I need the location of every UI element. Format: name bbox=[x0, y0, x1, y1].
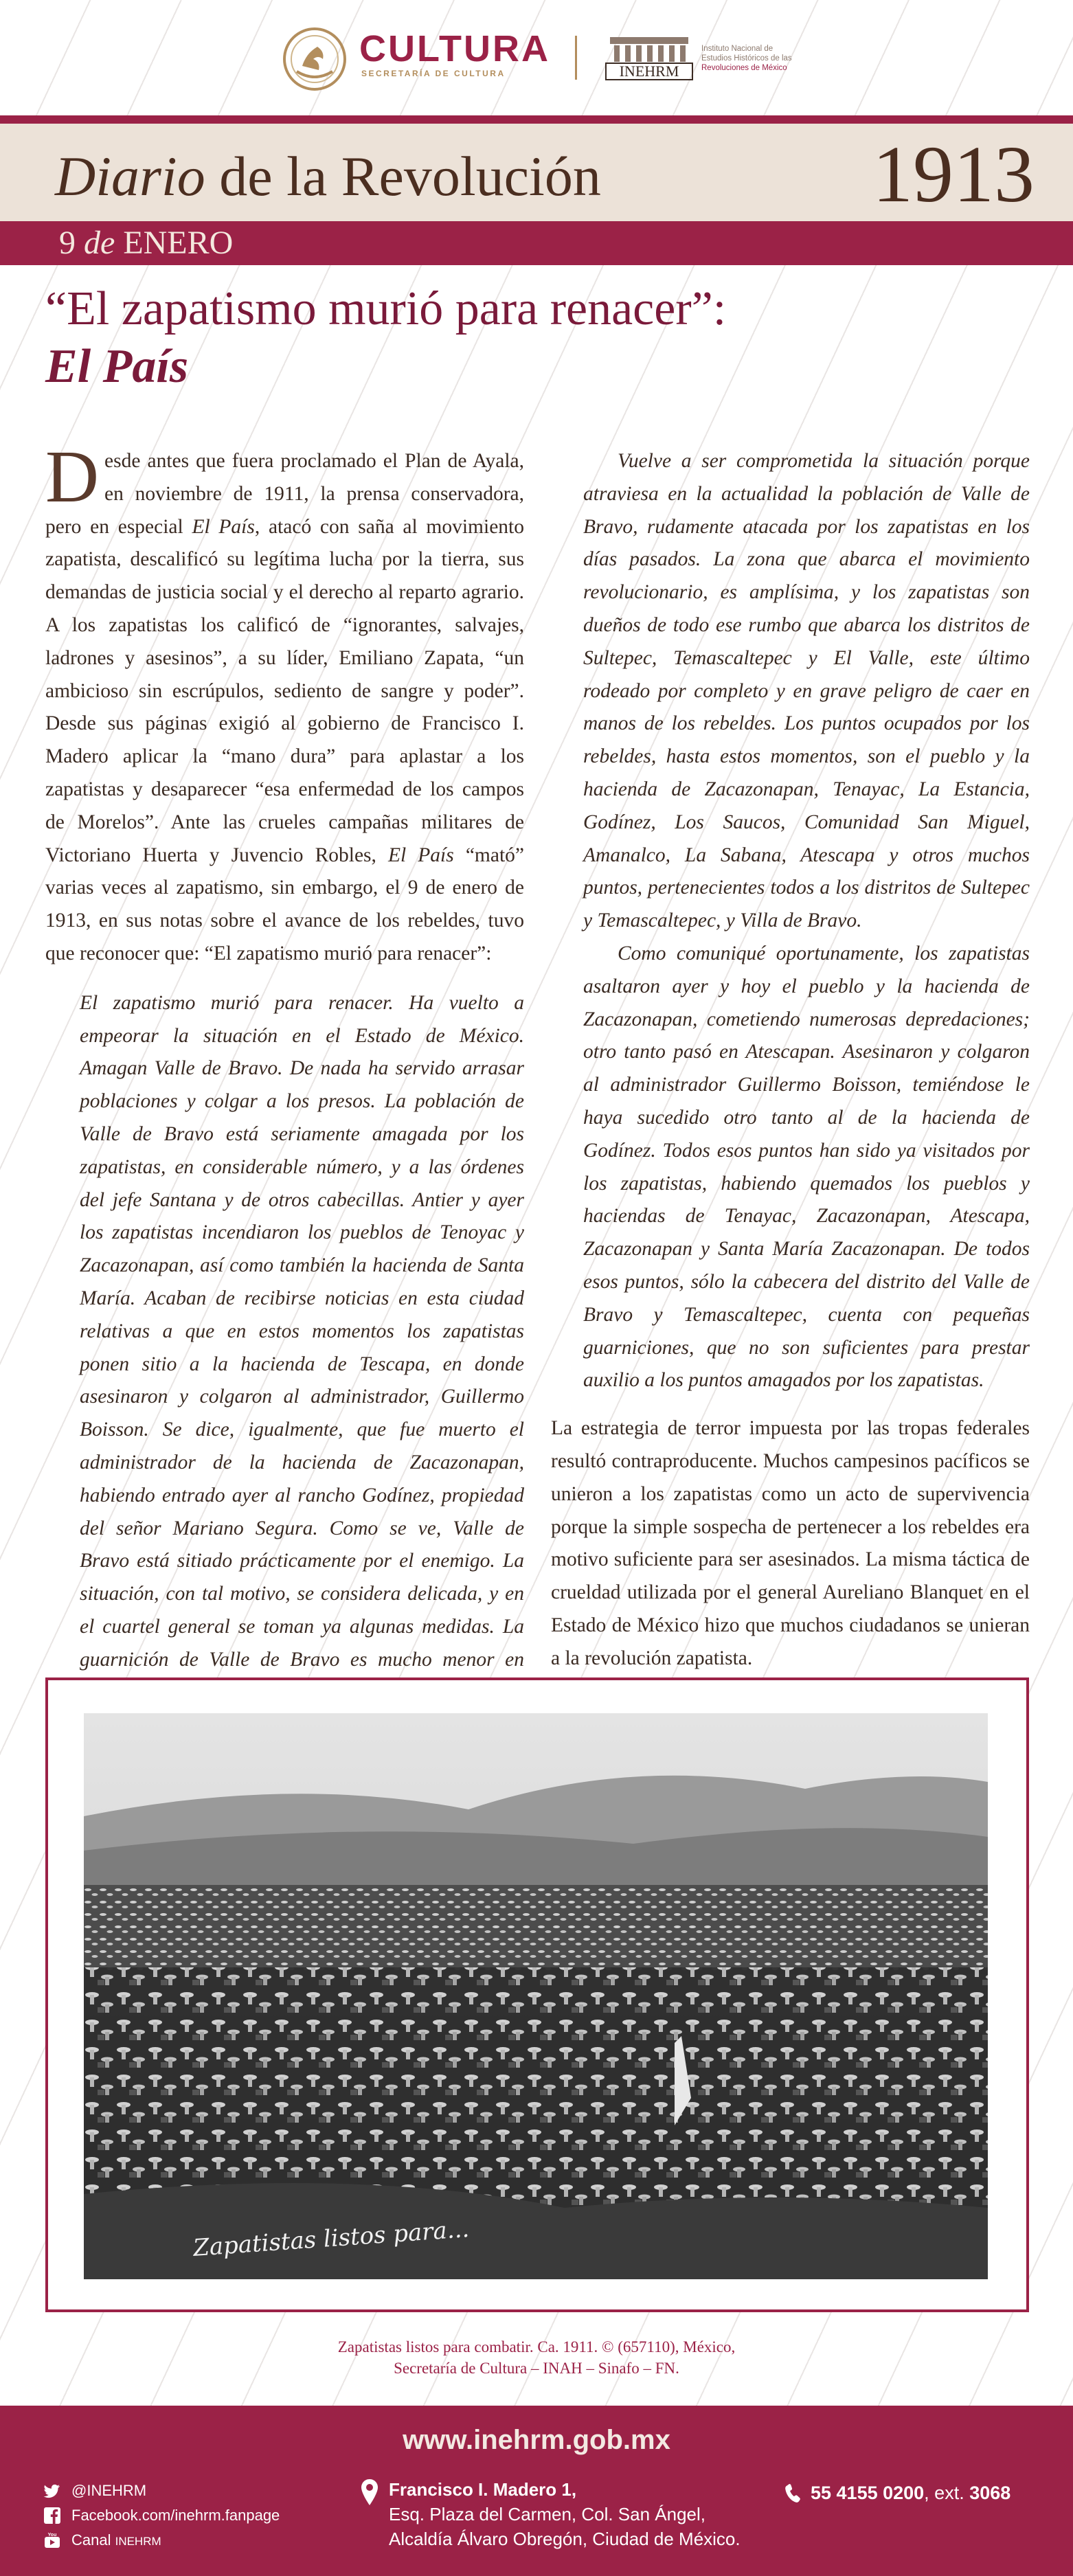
year: 1913 bbox=[872, 129, 1035, 219]
website-link[interactable]: www.inehrm.gob.mx bbox=[403, 2425, 670, 2455]
left-column bbox=[45, 436, 524, 1709]
twitter-link[interactable]: @INEHRM bbox=[43, 2478, 280, 2503]
photo-frame bbox=[45, 1677, 1029, 2312]
historic-photo-zapatistas bbox=[84, 1713, 988, 2279]
inehrm-building-icon bbox=[605, 33, 694, 81]
cultura-subtitle: SECRETARÍA DE CULTURA bbox=[361, 69, 506, 78]
address bbox=[389, 2477, 741, 2551]
article-headline bbox=[45, 280, 726, 396]
svg-text:You: You bbox=[47, 2533, 57, 2538]
footer bbox=[0, 2406, 1073, 2576]
phone-icon bbox=[783, 2483, 802, 2505]
twitter-icon bbox=[43, 2481, 62, 2500]
photo-caption: Zapatistas listos para combatir. Ca. 1911. © (657110), México, Secretaría de Cultura – INAH – Sinafo – FN. bbox=[337, 2338, 736, 2377]
right-column bbox=[551, 445, 1030, 1675]
inehrm-full-name: Instituto Nacional de Estudios Históricos de las Revoluciones de México bbox=[701, 45, 792, 72]
photo-inscription: Zapatistas listos para... bbox=[192, 2215, 471, 2262]
location-pin-icon bbox=[360, 2478, 379, 2506]
headline-line-2: El País bbox=[45, 340, 189, 393]
date-band bbox=[0, 221, 1073, 265]
logo-divider bbox=[575, 36, 577, 80]
quote-paragraph: El zapatismo murió para renacer. Ha vuelto a empeorar la situación en el Estado de México. Amagan Valle de Bravo. De nada ha servido arrasar poblaciones y colgar a los presos. La población de Valle de Bravo está seriamente amagada por los zapatistas, en considerable número, y a las órdenes del jefe Santana y de otros cabecillas. Antier y ayer los zapatistas incendiaron los pueblos de Tenoyac y Zacazonapan, así como también la hacienda de Santa María. Acaban de recibirse noticias en esta ciudad relativas a que en estos momentos los zapatistas ponen sitio a la hacienda de Tescapa, en donde asesinaron y colgaron al administrador, Guillermo Boisson. Se dice, igualmente, que fue muerto el administrador de la hacienda de Zacazonapan, habiendo entrado ayer al rancho Godínez, propiedad del señor Mariano Segura. Como se ve, Valle de Bravo está sitiado prácticamente por el enemigo. La situación, con tal motivo, se considera delicada, y en el cuartel general se toman ya algunas medidas. La guarnición de Valle de Bravo es mucho menor en bbox=[80, 991, 524, 1671]
date: 9 de ENERO bbox=[59, 225, 234, 261]
quote-paragraph: Como comuniqué oportunamente, los zapatistas asaltaron ayer y hoy el pueblo y la hacienda de Zacazonapan, cometiendo numerosas depredaciones; otro tanto pasó en Atescapan. Asesinaron y colgaron al administrador Guillermo Boisson, temiéndose le haya sucedido otro tanto al de la hacienda de Godínez. Todos esos puntos han sido ya visitados por los zapatistas, habiendo quemados los pueblos y haciendas de Tenayac, Zacazonapan, Atescapa, Zacazonapan y Santa María Zacazonapan. De todos esos puntos, sólo la cabecera del distrito del Valle de Bravo y Temascaltepec, cuenta con pequeñas guarniciones, que no son suficientes para prestar auxilio a los puntos amagados por los zapatistas. bbox=[583, 942, 1030, 1392]
intro-paragraph: Desde antes que fuera proclamado el Plan de Ayala, en noviembre de 1911, la prensa conservadora, pero en especial El País, atacó con saña al movimiento zapatista, descalificó su legítima lucha por la tierra, sus demandas de justicia social y el derecho al reparto agrario. A los zapatistas los calificó de “ignorantes, salvajes, ladrones y asesinos”, a su líder, Emiliano Zapata, “un ambicioso sin escrúpulos, sediento de sangre y poder”. Desde sus páginas exigió al gobierno de Francisco I. Madero aplicar la “mano dura” para aplastar a los zapatistas y desaparecer “esa enfermedad de los campos de Morelos”. Ante las crueles campañas militares de Victoriano Huerta y Juvencio Robles, El País “mató” varias veces al zapatismo, sin embargo, el 9 de enero de 1913, en sus notas sobre el avance de los rebeldes, tuvo que reconocer que: “El zapatismo murió para renacer”: bbox=[45, 436, 524, 964]
inehrm-abbr: INEHRM bbox=[619, 63, 679, 80]
coat-of-arms-icon bbox=[282, 26, 348, 92]
youtube-link[interactable]: You Canal INEHRM bbox=[43, 2528, 280, 2554]
address-line-2: Esq. Plaza del Carmen, Col. San Ángel, bbox=[389, 2504, 706, 2524]
drop-cap: D bbox=[45, 436, 99, 518]
quote-block-2 bbox=[551, 445, 1030, 1397]
cultura-wordmark: CULTURA bbox=[359, 28, 550, 69]
facebook-link[interactable]: Facebook.com/inehrm.fanpage bbox=[43, 2503, 280, 2528]
headline-line-1: “El zapatismo murió para renacer”: bbox=[45, 282, 727, 335]
closing-paragraph: La estrategia de terror impuesta por las tropas federales resultó contraproducente. Muchos campesinos pacíficos se unieron a los zapatistas como un acto de supervivencia porque la simple sospecha de pertenecer a los rebeldes era motivo suficiente para ser asesinados. La misma táctica de crueldad utilizada por el general Aureliano Blanquet en el Estado de México hizo que muchos ciudadanos se unieran a la revolución zapatista. bbox=[551, 1417, 1030, 1669]
title-band bbox=[0, 124, 1073, 221]
youtube-icon bbox=[43, 2531, 62, 2551]
address-line-3: Alcaldía Álvaro Obregón, Ciudad de México. bbox=[389, 2529, 741, 2549]
facebook-icon bbox=[43, 2506, 62, 2525]
quote-block-1 bbox=[45, 987, 524, 1710]
phone-number[interactable]: 55 4155 0200, ext. 3068 bbox=[811, 2483, 1010, 2504]
header-logos bbox=[0, 0, 1073, 115]
band-top-line bbox=[0, 115, 1073, 124]
street-address: Francisco I. Madero 1, bbox=[389, 2479, 577, 2500]
social-links bbox=[43, 2478, 280, 2554]
series-title: Diario de la Revolución bbox=[55, 145, 601, 207]
quote-paragraph: Vuelve a ser comprometida la situación porque atraviesa en la actualidad la población de Valle de Bravo, rudamente atacada por los zapatistas en los días pasados. La zona que abarca el movimiento revolucionario, es amplísima, y los zapatistas son dueños de todo ese rumbo que abarca los distritos de Sultepec, Temascaltepec y El Valle, este último rodeado por completo y en grave peligro de caer en manos de los rebeldes. Los puntos ocupados por los rebeldes, hasta estos momentos, son el pueblo y la hacienda de Zacazonapan, Tenayac, La Estancia, Godínez, Los Saucos, Comunidad San Miguel, Amanalco, La Sabana, Atescapa y otros muchos puntos, pertenecientes todos a los distritos de Sultepec y Temascaltepec, y Villa de Bravo. bbox=[583, 450, 1030, 932]
